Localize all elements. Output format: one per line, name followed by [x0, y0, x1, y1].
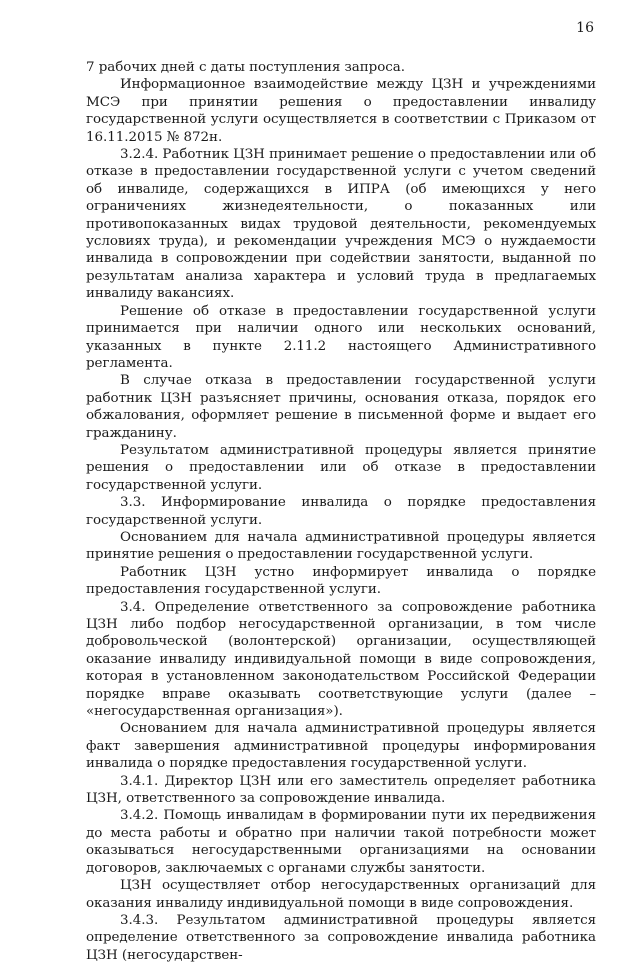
paragraph-procedure-result: Результатом административной процедуры является принятие решения о предоставлении или об отказе в предоставлении государственной услуги. — [86, 442, 596, 493]
paragraph-3-4-basis: Основанием для начала административной процедуры является факт завершения административной процедуры информирования инвалида о порядке предоставления государственной услуги. — [86, 721, 596, 772]
paragraph-interaction-mse: Информационное взаимодействие между ЦЗН и учреждениями МСЭ при принятии решения о предоставлении инвалиду государственной услуги осуществляется в соответствии с Приказом от 16.11.2015 № 872н. — [86, 77, 596, 145]
paragraph-3-4-2-selection: ЦЗН осуществляет отбор негосударственных организаций для оказания инвалиду индивидуальной помощи в виде сопровождения. — [86, 878, 596, 911]
paragraph-refusal-explanation: В случае отказа в предоставлении государственной услуги работник ЦЗН разъясняет причины, основания отказа, порядок его обжалования, оформляет решение в письменной форме и выдает его гражданину. — [86, 373, 596, 441]
document-body — [86, 59, 596, 964]
paragraph-refusal-grounds: Решение об отказе в предоставлении государственной услуги принимается при наличии одного или нескольких оснований, указанных в пункте 2.11.2 настоящего Административного регламента. — [86, 303, 596, 371]
paragraph-continuation: 7 рабочих дней с даты поступления запроса. — [86, 60, 405, 75]
paragraph-3-4-2: 3.4.2. Помощь инвалидам в формировании пути их передвижения до места работы и обратно при наличии такой потребности может оказываться негосударственными организациями на основании договоров, заключаемых с органами службы занятости. — [86, 808, 596, 876]
paragraph-3-3-oral-info: Работник ЦЗН устно информирует инвалида о порядке предоставления государственной услуги. — [86, 564, 596, 598]
page-number: 16 — [576, 20, 594, 36]
paragraph-3-4: 3.4. Определение ответственного за сопровождение работника ЦЗН либо подбор негосударственной организации, в том числе добровольческой (волонтерской) организации, осуществляющей оказание инвалиду индивидуальной помощи в виде сопровождения, которая в установленном законодательством Российской Федерации порядке вправе оказывать соответствующие услуги (далее – «негосударственная организация»). — [86, 599, 596, 720]
paragraph-3-3: 3.3. Информирование инвалида о порядке предоставления государственной услуги. — [86, 495, 596, 528]
paragraph-3-4-1: 3.4.1. Директор ЦЗН или его заместитель определяет работника ЦЗН, ответственного за сопровождение инвалида. — [86, 773, 596, 807]
paragraph-3-4-3: 3.4.3. Результатом административной процедуры является определение ответственного за сопровождение инвалида работника ЦЗН (негосударствен- — [86, 912, 596, 963]
paragraph-3-3-basis: Основанием для начала административной процедуры является принятие решения о предоставлении государственной услуги. — [86, 529, 596, 563]
paragraph-3-2-4: 3.2.4. Работник ЦЗН принимает решение о предоставлении или об отказе в предоставлении государственной услуги с учетом сведений об инвалиде, содержащихся в ИПРА (об имеющихся у него ограничениях жизнедеятельности, о показанных или противопоказанных видах трудовой деятельности, рекомендуемых условиях труда), и рекомендации учреждения МСЭ о нуждаемости инвалида в сопровождении при содействии занятости, выданной по результатам анализа характера и условий труда в предлагаемых инвалиду вакансиях. — [86, 147, 596, 302]
